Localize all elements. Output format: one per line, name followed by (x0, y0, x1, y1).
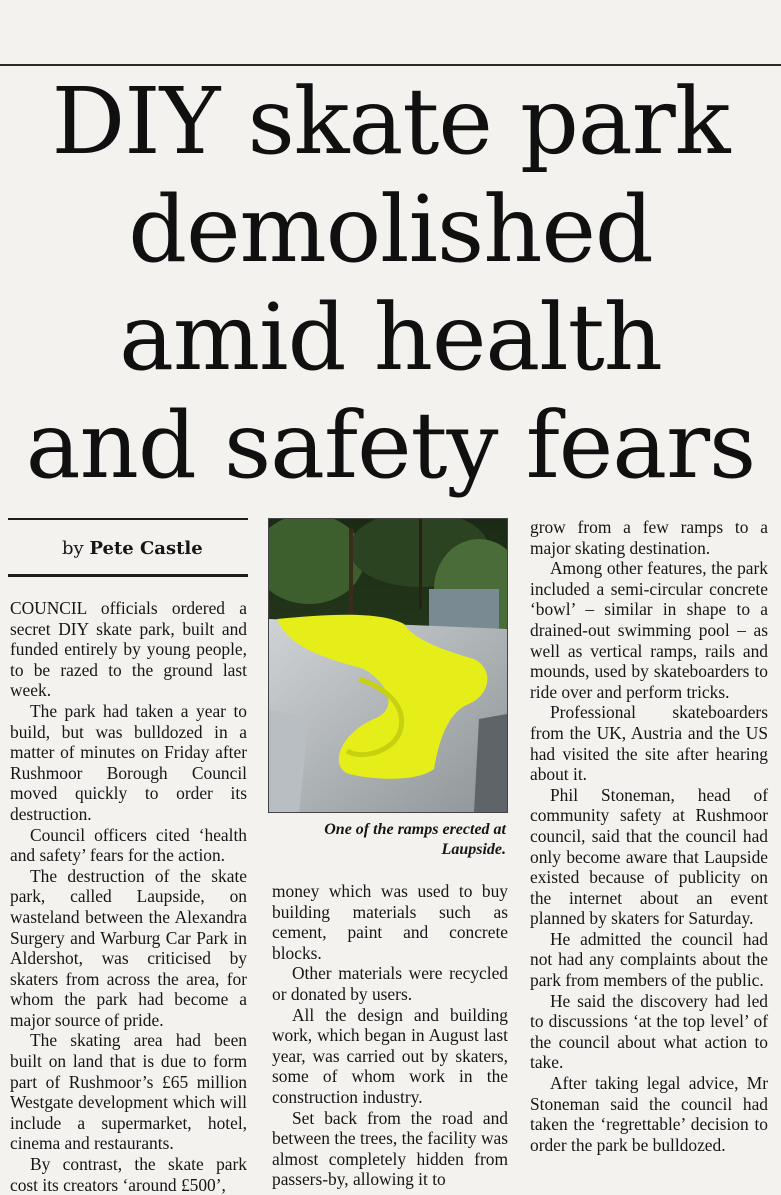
article-column-3 (530, 517, 768, 1155)
headline (0, 68, 781, 500)
byline-prefix: by (62, 538, 84, 559)
headline-line: demolished (128, 176, 653, 283)
paragraph: The park had taken a year to build, but was bulldozed in a matter of minutes on Friday after Rushmoor Borough Council moved quickly to order its destruction. (10, 700, 247, 824)
paragraph: After taking legal advice, Mr Stoneman said the council had taken the ‘regrettable’ decision to order the park be bulldozed. (530, 1073, 768, 1155)
paragraph: All the design and building work, which began in August last year, was carried out by skaters, some of whom work in the construction industry. (272, 1004, 508, 1107)
headline-line: DIY skate park (51, 68, 730, 175)
paragraph: Among other features, the park included a semi-circular concrete ‘bowl’ – similar in shape to a drained-out swimming pool – as well as vertical ramps, rails and mounds, used by skateboarders to ride over and perform tricks. (530, 558, 768, 702)
byline-top-rule (8, 518, 248, 520)
paragraph: The skating area had been built on land that is due to form part of Rushmoor’s £65 million Westgate development which will include a supermarket, hotel, cinema and restaurants. (10, 1030, 247, 1154)
paragraph: Professional skateboarders from the UK, Austria and the US had visited the site after hearing about it. (530, 702, 768, 785)
photo-caption-line: Laupside. (441, 841, 506, 858)
byline (62, 537, 262, 561)
skate-ramp-photo (268, 518, 508, 813)
paragraph: He admitted the council had not had any complaints about the park from members of the public. (530, 928, 768, 991)
paragraph: The destruction of the skate park, called Laupside, on wasteland between the Alexandra Surgery and Warburg Car Park in Aldershot, was criticised by skaters from across the area, for whom the park had become a major source of pride. (10, 865, 247, 1030)
paragraph: grow from a few ramps to a major skating destination. (530, 517, 768, 558)
paragraph: money which was used to buy building materials such as cement, paint and concrete blocks. (272, 881, 508, 963)
paragraph: Other materials were recycled or donated by users. (272, 963, 508, 1004)
paragraph: Council officers cited ‘health and safety’ fears for the action. (10, 824, 247, 866)
article-column-2 (272, 881, 508, 1190)
byline-bottom-rule (8, 574, 248, 577)
top-rule (0, 64, 781, 66)
paragraph: COUNCIL officials ordered a secret DIY skate park, built and funded entirely by young people, to be razed to the ground last week. (10, 598, 247, 701)
headline-line: and safety fears (25, 392, 756, 499)
article-column-1 (10, 598, 247, 1195)
byline-author: Pete Castle (89, 538, 203, 559)
photo-caption (268, 820, 506, 860)
paragraph: He said the discovery had led to discussions ‘at the top level’ of the council about what action to take. (530, 990, 768, 1073)
paragraph: Set back from the road and between the trees, the facility was almost completely hidden from passers-by, allowing it to (272, 1107, 508, 1190)
paragraph: Phil Stoneman, head of community safety at Rushmoor council, said that the council had only become aware that Laupside existed because of publicity on the internet about an event planned by skaters for Saturday. (530, 784, 768, 929)
photo-caption-line: One of the ramps erected at (324, 821, 506, 838)
photo-image (269, 519, 507, 812)
paragraph: By contrast, the skate park cost its creators ‘around £500’, (10, 1154, 247, 1195)
headline-line: amid health (119, 284, 662, 391)
